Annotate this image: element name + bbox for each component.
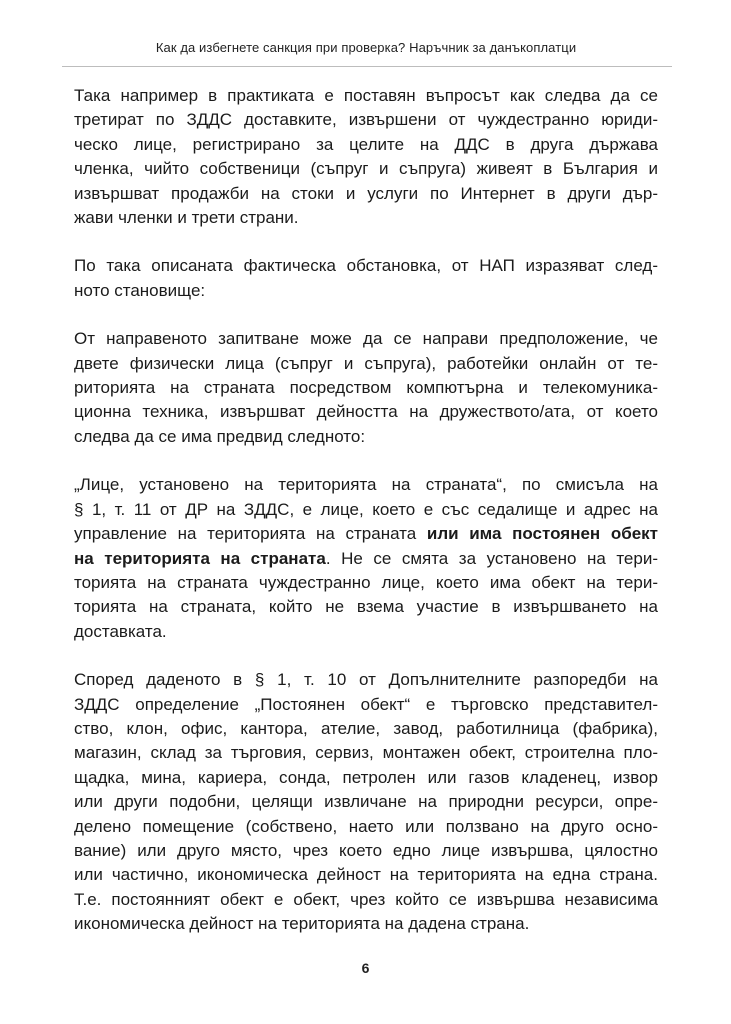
text-line: От направеното запитване може да се направи предположение, че [74,329,658,349]
text-line: § 1, т. 11 от ДР на ЗДДС, е лице, което е със седалище и адрес на [74,499,658,519]
text-line: Така например в практиката е поставян въпросът как следва да се [74,86,658,105]
header-divider [62,66,672,67]
page-number: 6 [361,960,370,976]
paragraph-5 [74,668,658,936]
text-line: ческо лице, регистрирано за целите на ДДС в друга държава [74,134,658,154]
text-segment: управление на територията на страната [74,524,427,544]
text-line: риторията на страната посредством компютърна и телекомуника- [74,378,658,398]
text-line: или други подобни, целящи извличане на природни ресурси, опре- [74,792,658,812]
text-line: По така описаната фактическа обстановка, от НАП изразяват след- [74,256,658,276]
text-line: ното становище: [74,280,206,300]
text-line: делено помещение (собствено, наето или ползвано на друго осно- [74,816,658,836]
text-line: ство, клон, офис, кантора, ателие, завод, работилница (фабрика), [74,718,658,738]
text-line: магазин, склад за търговия, сервиз, монтажен обект, строителна пло- [74,743,658,763]
text-line: ЗДДС определение „Постоянен обект“ е търговско представител- [74,694,658,714]
text-line: икономическа дейност на територията на дадена страна. [74,914,530,934]
text-line: вание) или друго място, чрез което едно лице извършва, цялостно [74,840,658,860]
text-line: торията на страната, който не взема участие в извършването на [74,597,658,617]
emphasis-text: на територията на страната [74,548,326,568]
page-body [74,84,658,961]
text-line [74,547,658,571]
text-segment: . Не се смята за установено на тери- [325,548,658,568]
text-line: жави членки и трети страни. [74,208,299,228]
paragraph-1 [74,84,658,230]
text-line: Т.е. постоянният обект е обект, чрез който се извършва независима [74,889,658,909]
emphasis-text: или има постоянен обект [426,524,659,544]
text-line: следва да се има предвид следното: [74,426,366,446]
paragraph-3 [74,327,658,449]
text-line: Според даденото в § 1, т. 10 от Допълнителните разпоредби на [74,670,658,690]
paragraph-4 [74,473,658,644]
text-line: членка, чийто собственици (съпруг и съпруга) живеят в България и [74,159,658,179]
text-line: или частично, икономическа дейност на територията на една страна. [74,865,658,885]
text-line: ционна техника, извършват дейността на дружеството/ата, от което [74,402,658,422]
text-line [74,522,658,546]
text-line: щадка, мина, кариера, сонда, петролен или газов кладенец, извор [74,767,658,787]
text-line: извършват продажби на стоки и услуги по Интернет в други дър- [74,183,658,203]
text-line: доставката. [74,621,167,641]
text-line: „Лице, установено на територията на страната“, по смисъла на [74,475,658,495]
running-header: Как да избегнете санкция при проверка? Наръчник за данъкоплатци [155,40,577,55]
text-line: торията на страната чуждестранно лице, което има обект на тери- [74,572,658,592]
paragraph-2 [74,254,658,303]
text-line: двете физически лица (съпруг и съпруга), работейки онлайн от те- [74,353,658,373]
text-line: третират по ЗДДС доставките, извършени от чуждестранно юриди- [74,110,658,130]
